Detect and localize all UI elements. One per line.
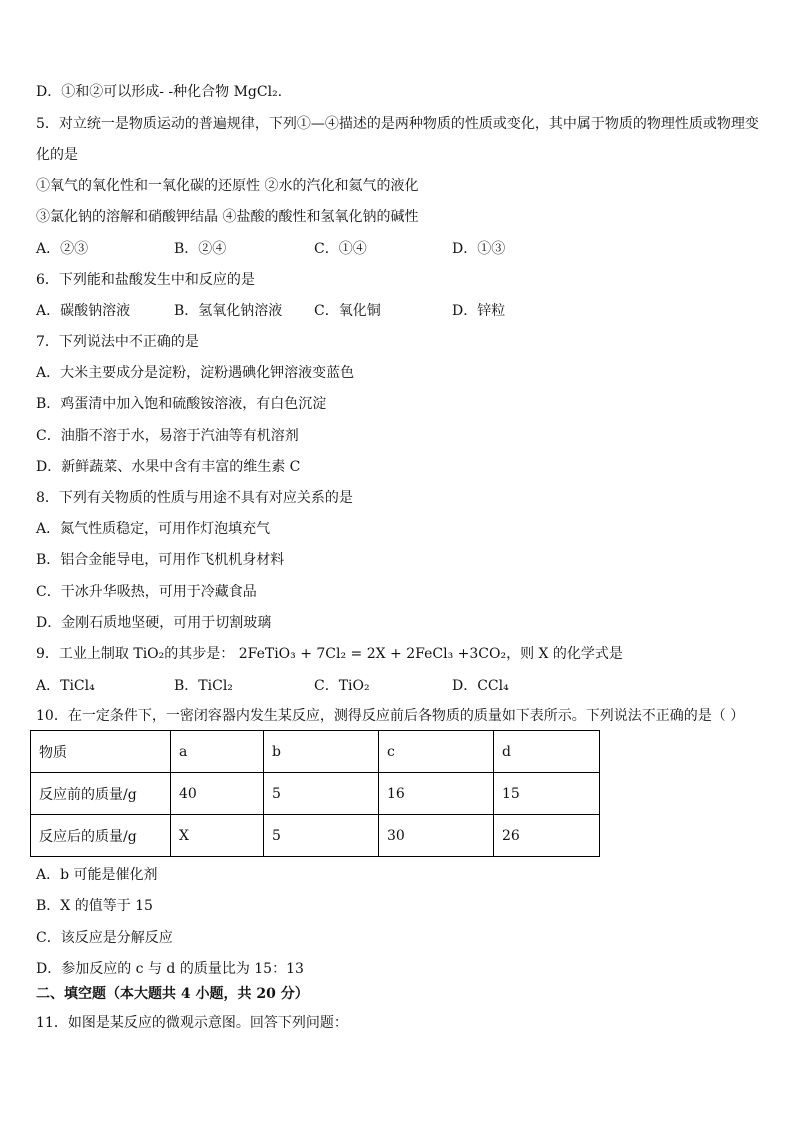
table-cell: 5 [264, 773, 379, 815]
q10-option-a: A．b 可能是催化剂 [36, 867, 158, 883]
table-header-cell: 物质 [31, 731, 171, 773]
q10-option-d: D．参加反应的 c 与 d 的质量比为 15：13 [36, 961, 304, 977]
q5-option-a: A．②③ [36, 241, 89, 257]
q10-option-b: B．X 的值等于 15 [36, 898, 153, 914]
q5-option-b: B．②④ [174, 241, 227, 257]
q9-option-c: C．TiO₂ [314, 678, 370, 694]
table-header-cell: c [379, 731, 494, 773]
q6-option-d: D．锌粒 [452, 303, 506, 319]
table-row [31, 815, 600, 857]
q8-stem: 8．下列有关物质的性质与用途不具有对应关系的是 [36, 490, 353, 506]
table-cell: 15 [494, 773, 600, 815]
q8-option-a: A．氮气性质稳定，可用作灯泡填充气 [36, 521, 271, 537]
q4-option-d: D．①和②可以形成- -种化合物 MgCl₂. [36, 84, 283, 100]
table-cell: 16 [379, 773, 494, 815]
q9-option-a: A．TiCl₄ [36, 678, 95, 694]
q9-stem: 9．工业上制取 TiO₂的其步是： 2FeTiO₃ + 7Cl₂ = 2X + 2FeCl₃ +3CO₂，则 X 的化学式是 [36, 646, 623, 662]
q7-option-a: A．大米主要成分是淀粉，淀粉遇碘化钾溶液变蓝色 [36, 365, 355, 381]
q8-option-d: D．金刚石质地坚硬，可用于切割玻璃 [36, 615, 272, 631]
mass-table [30, 730, 600, 857]
table-header-row [31, 731, 600, 773]
table-header-cell: a [171, 731, 264, 773]
q8-option-b: B．铝合金能导电，可用作飞机机身材料 [36, 552, 285, 568]
q5-option-d: D．①③ [452, 241, 506, 257]
table-cell: 30 [379, 815, 494, 857]
q6-option-b: B．氢氧化钠溶液 [174, 303, 283, 319]
q7-option-b: B．鸡蛋清中加入饱和硫酸铵溶液，有白色沉淀 [36, 396, 327, 412]
table-cell: 40 [171, 773, 264, 815]
q5-item-1-2: ①氧气的氧化性和一氧化碳的还原性 ②水的汽化和氦气的液化 [36, 178, 419, 194]
table-cell: X [171, 815, 264, 857]
q6-option-a: A．碳酸钠溶液 [36, 303, 131, 319]
q5-option-c: C．①④ [314, 241, 367, 257]
q8-option-c: C．干冰升华吸热，可用于冷藏食品 [36, 584, 257, 600]
q10-option-c: C．该反应是分解反应 [36, 930, 173, 946]
table-cell: 26 [494, 815, 600, 857]
q7-option-c: C．油脂不溶于水，易溶于汽油等有机溶剂 [36, 428, 299, 444]
q9-option-d: D．CCl₄ [452, 678, 509, 694]
table-cell: 反应后的质量/g [31, 815, 171, 857]
q6-option-c: C．氧化铜 [314, 303, 381, 319]
q10-stem: 10．在一定条件下，一密闭容器内发生某反应，测得反应前后各物质的质量如下表所示。下列说法不正确的是（ ） [36, 708, 745, 724]
q7-option-d: D．新鲜蔬菜、水果中含有丰富的维生素 C [36, 459, 301, 475]
q5-stem: 5．对立统一是物质运动的普遍规律，下列①—④描述的是两种物质的性质或变化，其中属于物质的物理性质或物理变 [36, 116, 759, 132]
q5-stem-cont: 化的是 [36, 147, 78, 163]
table-cell: 反应前的质量/g [31, 773, 171, 815]
table-header-cell: d [494, 731, 600, 773]
q9-option-b: B．TiCl₂ [174, 678, 233, 694]
table-row [31, 773, 600, 815]
q11-stem: 11．如图是某反应的微观示意图。回答下列问题： [36, 1015, 348, 1031]
q7-stem: 7．下列说法中不正确的是 [36, 334, 199, 350]
table-header-cell: b [264, 731, 379, 773]
table-cell: 5 [264, 815, 379, 857]
q5-item-3-4: ③氯化钠的溶解和硝酸钾结晶 ④盐酸的酸性和氢氧化钠的碱性 [36, 209, 419, 225]
section-2-heading: 二、填空题（本大题共 4 小题，共 20 分） [36, 986, 309, 1002]
q6-stem: 6．下列能和盐酸发生中和反应的是 [36, 272, 255, 288]
